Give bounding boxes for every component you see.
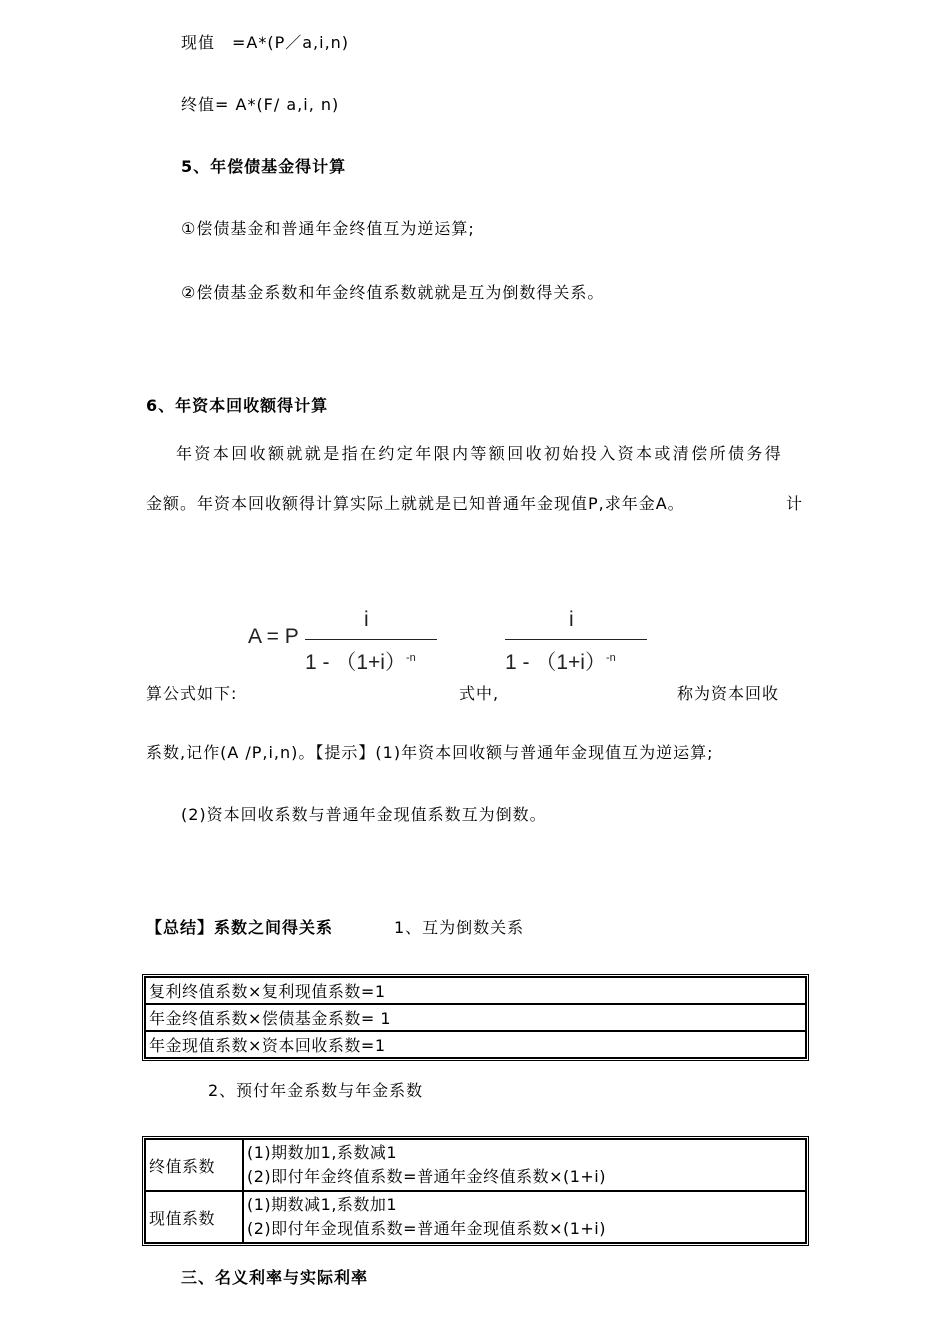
section-5-heading: 5、年偿债基金得计算 <box>181 157 347 176</box>
formula-where: 式中, <box>459 684 500 703</box>
coefficient-denominator: $1 - (1+i)^{-n}$ <box>505 651 616 674</box>
rule-line: (2)即付年金终值系数=普通年金终值系数×(1+i) <box>247 1167 606 1186</box>
section-5-item-2: ②偿债基金系数和年金终值系数就就是互为倒数得关系。 <box>181 283 605 302</box>
rule-line: (1)期数加1,系数减1 <box>247 1143 398 1162</box>
formula-denominator: $1 - (1+i)^{-n}$ <box>305 651 416 674</box>
capital-recovery-coefficient <box>503 605 663 675</box>
summary-subheading: 1、互为倒数关系 <box>394 918 525 937</box>
row-label: 现值系数 <box>145 1191 243 1243</box>
hint-item-2: (2)资本回收系数与普通年金现值系数互为倒数。 <box>181 805 547 824</box>
formula-numerator: i <box>364 608 369 631</box>
prepaid-annuity-table <box>142 1136 809 1246</box>
formula-intro: 算公式如下: <box>146 684 238 703</box>
coefficient-notation-line: 系数,记作(A /P,i,n)。【提示】(1)年资本回收额与普通年金现值互为逆运算; <box>146 743 714 762</box>
section-6-paragraph-line-1: 年资本回收额就就是指在约定年限内等额回收初始投入资本或清偿所债务得 <box>176 444 784 463</box>
table-cell: 复利终值系数×复利现值系数=1 <box>145 977 806 1004</box>
section-3-heading: 三、名义利率与实际利率 <box>181 1268 369 1287</box>
capital-recovery-formula <box>248 605 448 675</box>
section-5-item-1: ①偿债基金和普通年金终值互为逆运算; <box>181 219 475 238</box>
formula-called: 称为资本回收 <box>677 684 780 703</box>
table-row <box>145 1139 806 1191</box>
row-label: 终值系数 <box>145 1139 243 1191</box>
coefficient-numerator: i <box>569 608 574 631</box>
table-cell: 年金现值系数×资本回收系数=1 <box>145 1031 806 1058</box>
future-value-formula: 终值= A*(F/ a,i, n) <box>181 95 340 114</box>
section-6-paragraph-line-2: 金额。年资本回收额得计算实际上就就是已知普通年金现值P,求年金A。 <box>146 494 685 513</box>
reciprocal-relations-table <box>142 974 809 1061</box>
row-content <box>243 1191 806 1243</box>
fraction-bar <box>305 639 437 640</box>
coefficient-fraction-bar <box>505 639 647 640</box>
row-content <box>243 1139 806 1191</box>
prepaid-annuity-heading: 2、预付年金系数与年金系数 <box>208 1081 424 1100</box>
section-6-paragraph-line-2-tail: 计 <box>786 494 804 513</box>
table-row <box>145 1191 806 1243</box>
summary-heading: 【总结】系数之间得关系 <box>146 918 334 937</box>
present-value-formula: 现值 =A*(P／a,i,n) <box>181 33 350 52</box>
rule-line: (1)期数减1,系数加1 <box>247 1195 398 1214</box>
formula-lhs: A = P <box>248 625 299 648</box>
table-row <box>145 1031 806 1058</box>
rule-line: (2)即付年金现值系数=普通年金现值系数×(1+i) <box>247 1219 606 1238</box>
section-6-heading: 6、年资本回收额得计算 <box>146 396 329 415</box>
table-row <box>145 1004 806 1031</box>
table-row <box>145 977 806 1004</box>
table-cell: 年金终值系数×偿债基金系数= 1 <box>145 1004 806 1031</box>
